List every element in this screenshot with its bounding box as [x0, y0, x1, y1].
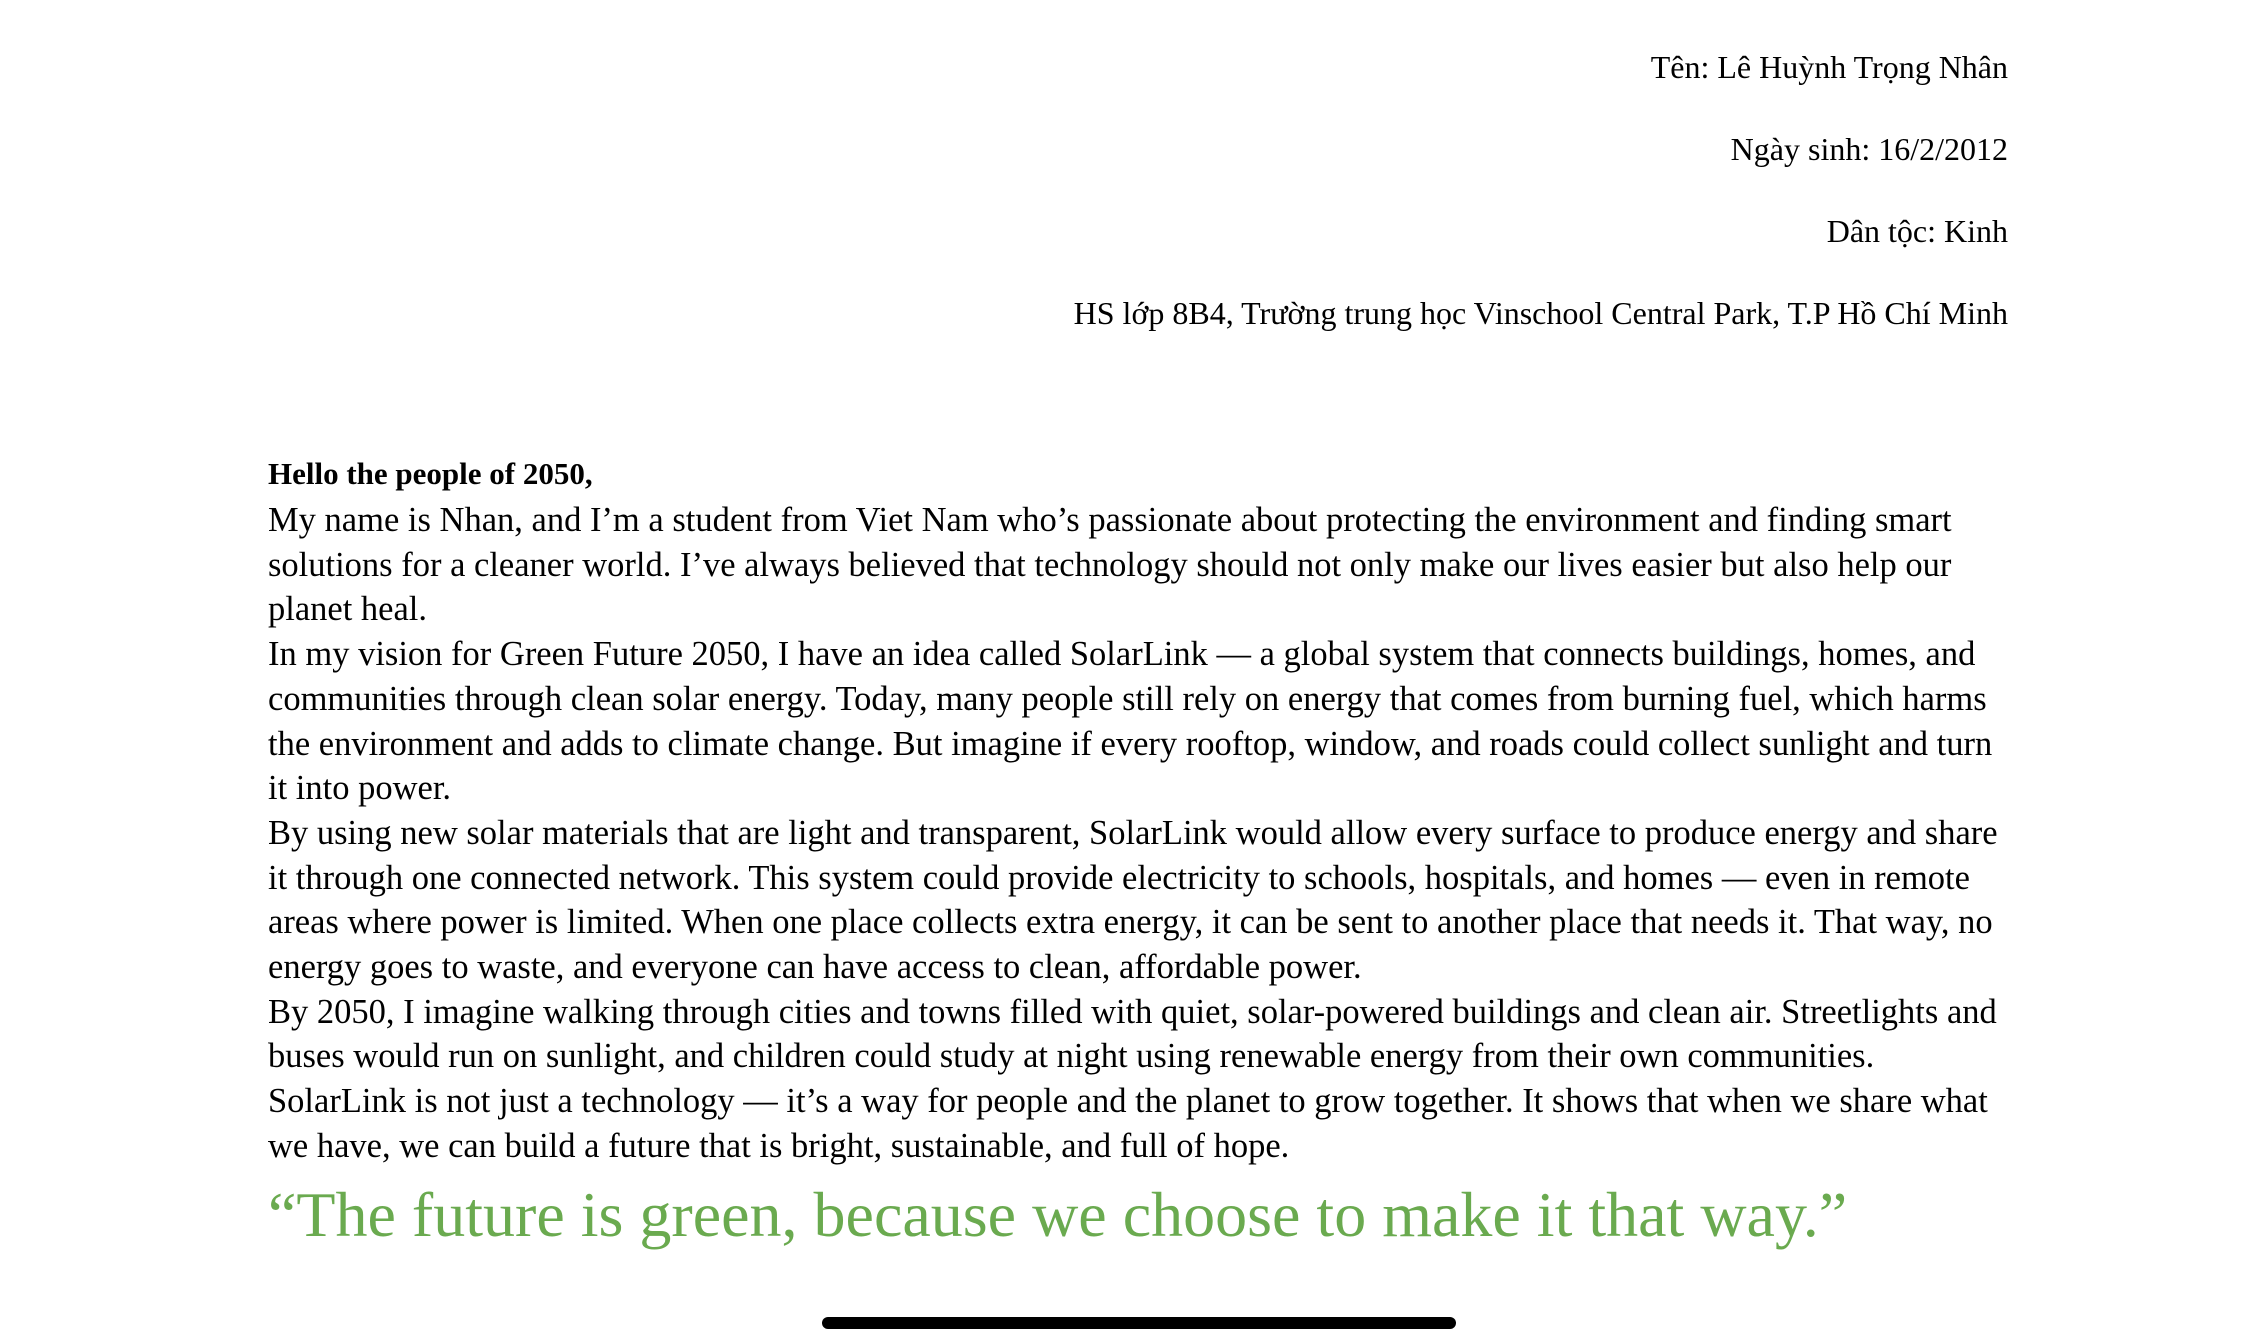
author-ethnicity: Dân tộc: Kinh [1826, 213, 2008, 249]
author-school: HS lớp 8B4, Trường trung học Vinschool Central Park, T.P Hồ Chí Minh [1073, 295, 2008, 331]
letter-paragraph-vision: In my vision for Green Future 2050, I have an idea called SolarLink — a global system that connects buildings, homes, and communities through clean solar energy. Today, many people still rely on energy that comes from burning fuel, which harms the environment and adds to climate change. But imagine if every rooftop, window, and roads could collect sunlight and turn it into power. [268, 635, 1993, 808]
author-birthdate: Ngày sinh: 16/2/2012 [1730, 131, 2008, 167]
letter-greeting: Hello the people of 2050, [268, 456, 593, 491]
home-indicator-bar[interactable] [822, 1317, 1456, 1329]
letter-paragraph-intro: My name is Nhan, and I’m a student from Viet Nam who’s passionate about protecting the environment and finding smart solutions for a cleaner world. I’ve always believed that technology should not only make our lives easier but also help our planet heal. [268, 501, 1952, 629]
letter-paragraph-future: By 2050, I imagine walking through cities and towns filled with quiet, solar-powered buildings and clean air. Streetlights and buses would run on sunlight, and children could study at night using renewable energy from their own communities. SolarLink is not just a technology — it’s a way for people and the planet to grow together. It shows that when we share what we have, we can build a future that is bright, sustainable, and full of hope. [268, 992, 1997, 1165]
letter-body [268, 454, 2013, 1255]
author-info [1074, 46, 2008, 374]
closing-quote: “The future is green, because we choose to make it that way.” [268, 1178, 1848, 1250]
letter-paragraph-network: By using new solar materials that are light and transparent, SolarLink would allow every surface to produce energy and share it through one connected network. This system could provide electricity to schools, hospitals, and homes — even in remote areas where power is limited. When one place collects extra energy, it can be sent to another place that needs it. That way, no energy goes to waste, and everyone can have access to clean, affordable power. [268, 813, 1998, 987]
author-name: Tên: Lê Huỳnh Trọng Nhân [1650, 49, 2008, 85]
